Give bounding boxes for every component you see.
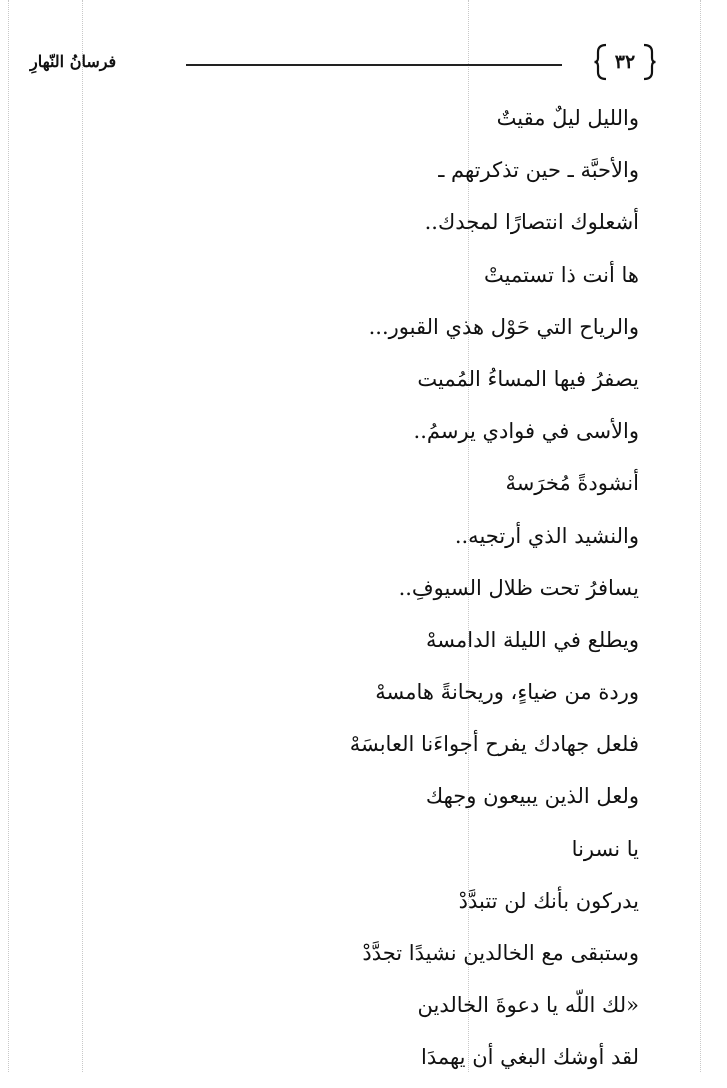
poem-line: والأسى في فوادي يرسمُ.. [413,419,639,444]
poem-line: يدركون بأنك لن تتبدَّدْ [458,888,639,913]
poem-line: والليل ليلٌ مقيتٌ [496,106,639,130]
poem-line: ها أنت ذا تستميتْ [484,262,639,287]
poem-line: أنشودةً مُخرَسهْ [505,471,639,496]
book-title: فرسانُ النّهارِ [30,52,117,71]
poem-line: ولعل الذين يبيعون وجهك [425,784,639,809]
poem-line: يا نسرنا [571,836,639,861]
scan-guide-line [700,0,701,1072]
header-divider [186,64,562,66]
poem-line: والنشيد الذي أرتجيه.. [454,523,639,548]
poem-text [199,96,639,1088]
poem-line: أشعلوك انتصارًا لمجدك.. [424,210,639,235]
poem-line: يسافرُ تحت ظلال السيوفِ.. [398,575,639,600]
poem-line: وستبقى مع الخالدين نشيدًا تجدَّدْ [362,941,639,965]
poem-line: وردة من ضياءٍ، وريحانةً هامسهْ [375,680,639,705]
poem-line: والرياح التي حَوْل هذي القبور... [368,314,639,339]
poem-line: يصفرُ فيها المساءُ المُميت [417,366,639,391]
page-header [0,36,727,86]
poem-line: «لك اللّه يا دعوةَ الخالدين [417,993,639,1018]
scan-guide-line [8,0,9,1072]
poem-line: والأحبَّة ـ حين تذكرتهم ـ [438,158,639,183]
poem-line: فلعل جهادك يفرح أجواءَنا العابسَهْ [349,732,639,757]
poem-line: ويطلع في الليلة الدامسهْ [426,627,639,652]
poem-line: لقد أوشك البغي أن يهمدَا [421,1045,639,1070]
page-number-ornament [594,42,656,82]
page-number: ٣٢ [614,51,636,73]
scan-guide-line [82,0,83,1072]
